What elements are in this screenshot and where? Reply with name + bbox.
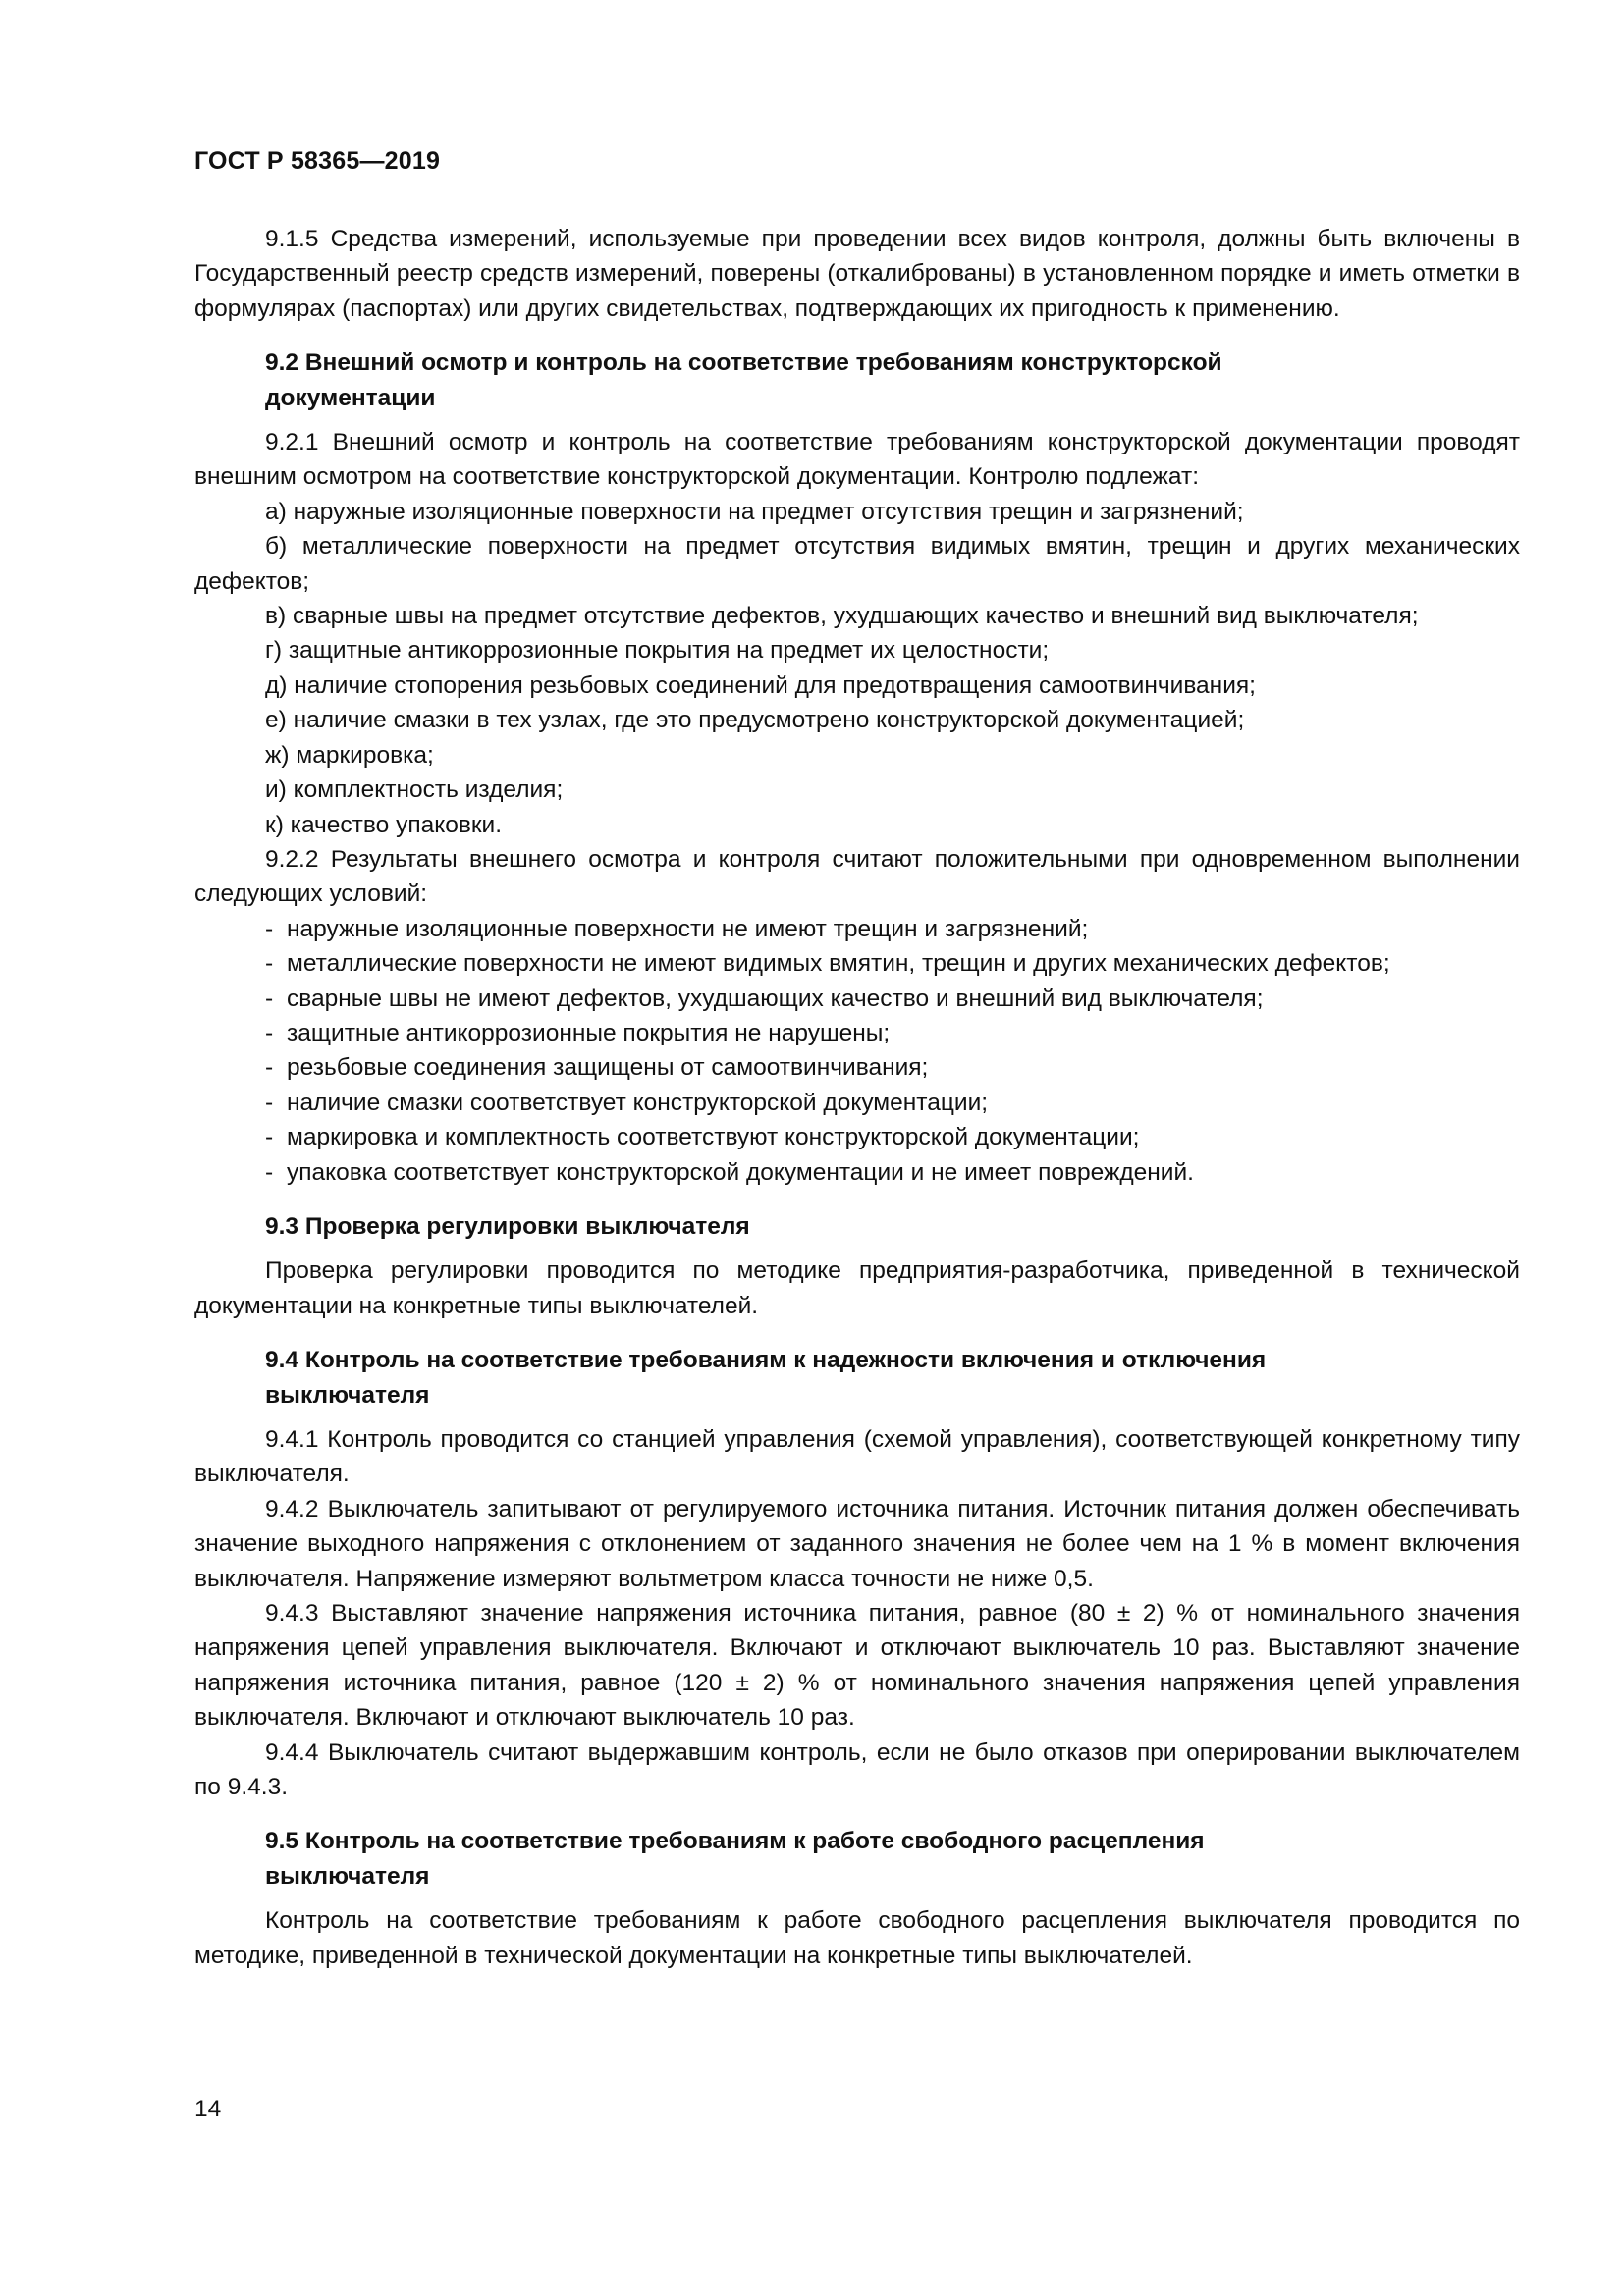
dash-marker: - — [265, 950, 274, 978]
document-code-header: ГОСТ Р 58365—2019 — [194, 147, 441, 175]
dash-marker: - — [265, 985, 274, 1012]
condition-text: наличие смазки соответствует конструкторской документации; — [287, 1089, 989, 1116]
section-heading-9-2-line2: документации — [265, 384, 436, 411]
section-heading-9-3: 9.3 Проверка регулировки выключателя — [265, 1212, 750, 1240]
condition-text: маркировка и комплектность соответствуют конструкторской документации; — [287, 1124, 1140, 1151]
paragraph-9-4-2: 9.4.2 Выключатель запитывают от регулируемого источника питания. Источник питания должен обеспечивать значение выходного напряжения с отклонением от заданного значения не более чем на 1 % в момент включения выключателя. Напряжение измеряют вольтметром класса точности не ниже 0,5. — [194, 1495, 1520, 1592]
list-item-d: д) наличие стопорения резьбовых соединений для предотвращения самоотвинчивания; — [265, 671, 1256, 699]
list-item-i: и) комплектность изделия; — [265, 776, 564, 804]
section-heading-9-2 — [194, 346, 1520, 415]
dash-marker: - — [265, 1124, 274, 1151]
paragraph-9-2-1: 9.2.1 Внешний осмотр и контроль на соответствие требованиям конструкторской документации проводят внешним осмотром на соответствие конструкторской документации. Контролю подлежат: — [194, 429, 1520, 491]
condition-item — [194, 982, 1520, 1016]
condition-text: наружные изоляционные поверхности не имеют трещин и загрязнений; — [287, 915, 1089, 942]
section-heading-9-5-line1: 9.5 Контроль на соответствие требованиям к работе свободного расцепления — [265, 1828, 1205, 1855]
condition-item — [194, 1086, 1520, 1120]
paragraph-9-4-3: 9.4.3 Выставляют значение напряжения источника питания, равное (80 ± 2) % от номинального значения напряжения цепей управления выключателя. Включают и отключают выключатель 10 раз. Выставляют значение напряжения источника питания, равное (120 ± 2) % от номинального значения напряжения цепей управления выключателя. Включают и отключают выключатель 10 раз. — [194, 1600, 1520, 1732]
dash-marker: - — [265, 1089, 274, 1116]
document-body — [194, 222, 1520, 1973]
section-heading-9-4-line2: выключателя — [265, 1381, 430, 1409]
section-heading-9-5-line2: выключателя — [265, 1862, 430, 1890]
list-item-a: а) наружные изоляционные поверхности на предмет отсутствия трещин и загрязнений; — [265, 498, 1244, 525]
section-heading-9-4-line1: 9.4 Контроль на соответствие требованиям к надежности включения и отключения — [265, 1347, 1267, 1374]
condition-item — [194, 912, 1520, 946]
condition-item — [194, 1120, 1520, 1154]
paragraph-9-5: Контроль на соответствие требованиям к работе свободного расцепления выключателя проводится по методике, приведенной в технической документации на конкретные типы выключателей. — [194, 1907, 1520, 1969]
dash-marker: - — [265, 1054, 274, 1082]
condition-text: резьбовые соединения защищены от самоотвинчивания; — [287, 1054, 929, 1082]
paragraph-9-1-5: 9.1.5 Средства измерений, используемые при проведении всех видов контроля, должны быть включены в Государственный реестр средств измерений, поверены (откалиброваны) в установленном порядке и иметь отметки в формулярах (паспортах) или других свидетельствах, подтверждающих их пригодность к применению. — [194, 226, 1520, 322]
page-number: 14 — [194, 2096, 222, 2122]
list-item-zh: ж) маркировка; — [265, 741, 434, 769]
section-heading-9-5 — [194, 1824, 1520, 1894]
condition-text: металлические поверхности не имеют видимых вмятин, трещин и других механических дефектов; — [287, 950, 1390, 978]
section-heading-9-4 — [194, 1343, 1520, 1413]
condition-item — [194, 946, 1520, 981]
condition-text: сварные швы не имеют дефектов, ухудшающих качество и внешний вид выключателя; — [287, 985, 1264, 1012]
paragraph-9-2-2: 9.2.2 Результаты внешнего осмотра и контроля считают положительными при одновременном выполнении следующих условий: — [194, 845, 1520, 908]
list-item-g: г) защитные антикоррозионные покрытия на предмет их целостности; — [265, 637, 1050, 665]
condition-item — [194, 1016, 1520, 1050]
section-heading-9-2-line1: 9.2 Внешний осмотр и контроль на соответствие требованиям конструкторской — [265, 349, 1222, 377]
list-item-v: в) сварные швы на предмет отсутствие дефектов, ухудшающих качество и внешний вид выключателя; — [265, 603, 1419, 630]
dash-marker: - — [265, 1019, 274, 1046]
condition-item — [194, 1050, 1520, 1085]
dash-marker: - — [265, 1158, 274, 1186]
condition-item — [194, 1155, 1520, 1190]
condition-text: защитные антикоррозионные покрытия не нарушены; — [287, 1019, 891, 1046]
condition-text: упаковка соответствует конструкторской документации и не имеет повреждений. — [287, 1158, 1194, 1186]
list-item-e: е) наличие смазки в тех узлах, где это предусмотрено конструкторской документацией; — [265, 707, 1245, 734]
dash-marker: - — [265, 915, 274, 942]
paragraph-9-4-4: 9.4.4 Выключатель считают выдержавшим контроль, если не было отказов при оперировании выключателем по 9.4.3. — [194, 1738, 1520, 1801]
list-item-k: к) качество упаковки. — [265, 811, 503, 838]
paragraph-9-3: Проверка регулировки проводится по методике предприятия-разработчика, приведенной в технической документации на конкретные типы выключателей. — [194, 1257, 1520, 1319]
list-item-b: б) металлические поверхности на предмет отсутствия видимых вмятин, трещин и других механических дефектов; — [194, 533, 1520, 595]
paragraph-9-4-1: 9.4.1 Контроль проводится со станцией управления (схемой управления), соответствующей конкретному типу выключателя. — [194, 1426, 1520, 1488]
